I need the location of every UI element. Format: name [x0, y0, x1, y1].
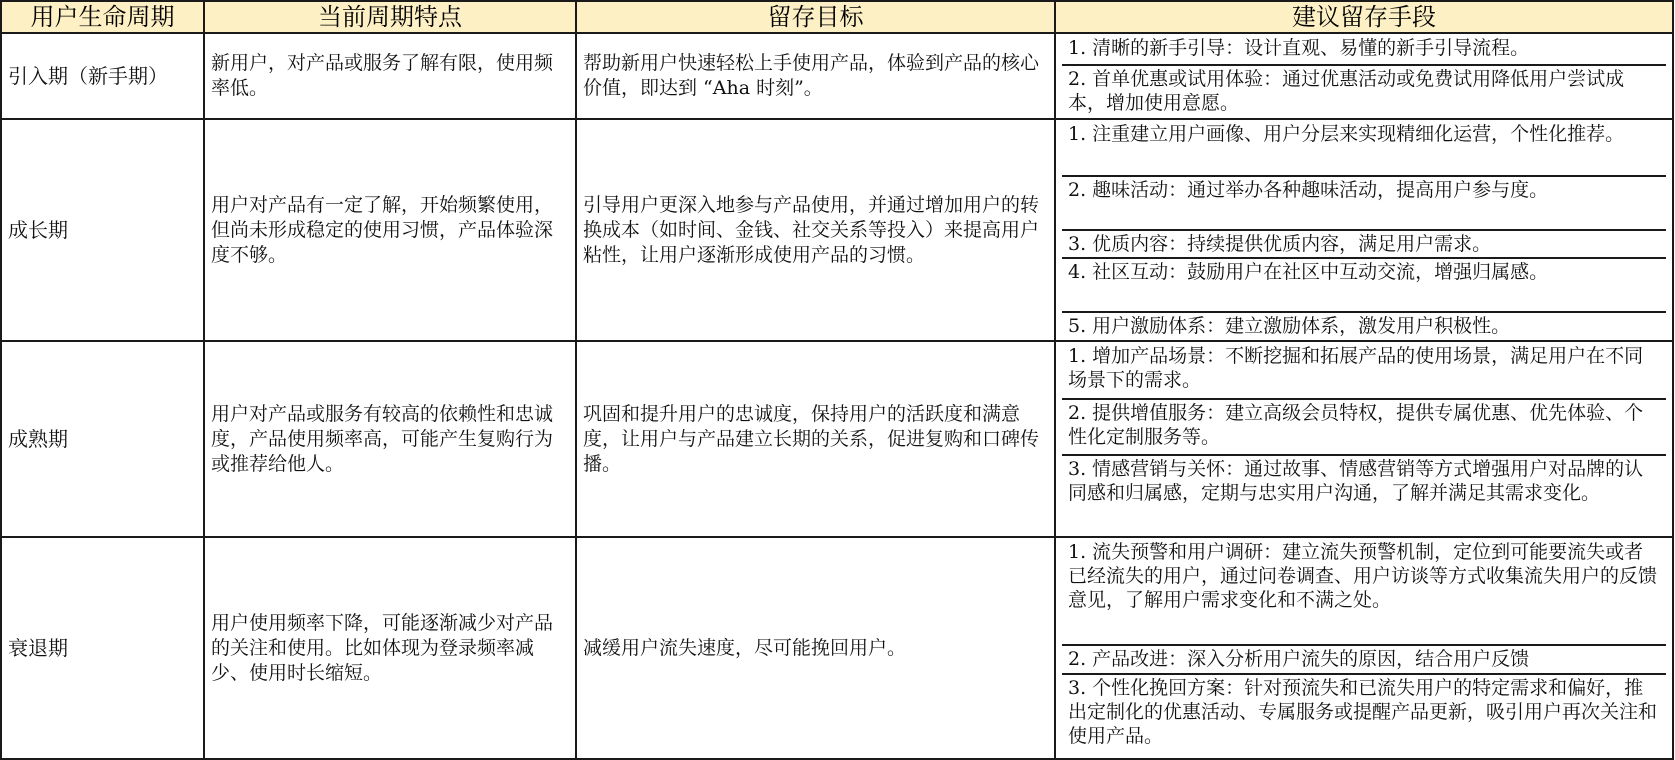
- tactic-item: 3. 个性化挽回方案：针对预流失和已流失用户的特定需求和偏好，推出定制化的优惠活动、专属服务或提醒产品更新，吸引用户再次关注和使用产品。: [1062, 673, 1666, 757]
- goal-cell: 减缓用户流失速度，尽可能挽回用户。: [576, 537, 1055, 759]
- tactic-item: 1. 注重建立用户画像、用户分层来实现精细化运营，个性化推荐。: [1068, 123, 1625, 145]
- stage-cell: 引入期（新手期）: [1, 33, 204, 119]
- tactics-list: [1062, 121, 1666, 339]
- tactics-list: [1062, 343, 1666, 535]
- tactic-item: 1. 清晰的新手引导：设计直观、易懂的新手引导流程。: [1068, 37, 1530, 59]
- tactic-item: 4. 社区互动：鼓励用户在社区中互动交流，增强归属感。: [1062, 257, 1666, 311]
- tactic-item: 1. 流失预警和用户调研：建立流失预警机制，定位到可能要流失或者已经流失的用户，通过问卷调查、用户访谈等方式收集流失用户的反馈意见，了解用户需求变化和不满之处。: [1068, 541, 1658, 611]
- header-tactics: 建议留存手段: [1055, 1, 1673, 33]
- tactics-cell: [1055, 341, 1673, 537]
- goal-cell: 帮助新用户快速轻松上手使用产品，体验到产品的核心价值，即达到 “Aha 时刻”。: [576, 33, 1055, 119]
- tactic-item: 2. 产品改进：深入分析用户流失的原因，结合用户反馈: [1062, 644, 1666, 673]
- table-row: [1, 341, 1673, 537]
- traits-cell: 新用户，对产品或服务了解有限，使用频率低。: [204, 33, 576, 119]
- tactic-item: 5. 用户激励体系：建立激励体系，激发用户积极性。: [1062, 311, 1666, 339]
- tactic-item: 1. 增加产品场景：不断挖掘和拓展产品的使用场景，满足用户在不同场景下的需求。: [1068, 345, 1644, 391]
- tactic-item: 2. 趣味活动：通过举办各种趣味活动，提高用户参与度。: [1062, 175, 1666, 229]
- header-row: [1, 1, 1673, 33]
- tactics-list: [1062, 539, 1666, 757]
- table-row: [1, 33, 1673, 119]
- tactic-item: 3. 优质内容：持续提供优质内容，满足用户需求。: [1062, 229, 1666, 257]
- tactics-cell: [1055, 537, 1673, 759]
- stage-cell: 成长期: [1, 119, 204, 341]
- tactics-cell: [1055, 33, 1673, 119]
- header-goal: 留存目标: [576, 1, 1055, 33]
- table-row: [1, 119, 1673, 341]
- traits-cell: 用户对产品或服务有较高的依赖性和忠诚度，产品使用频率高，可能产生复购行为或推荐给他人。: [204, 341, 576, 537]
- table-row: [1, 537, 1673, 759]
- header-stage: 用户生命周期: [1, 1, 204, 33]
- header-traits: 当前周期特点: [204, 1, 576, 33]
- traits-cell: 用户对产品有一定了解，开始频繁使用，但尚未形成稳定的使用习惯，产品体验深度不够。: [204, 119, 576, 341]
- traits-cell: 用户使用频率下降，可能逐渐减少对产品的关注和使用。比如体现为登录频率减少、使用时长缩短。: [204, 537, 576, 759]
- tactic-item: 2. 首单优惠或试用体验：通过优惠活动或免费试用降低用户尝试成本，增加使用意愿。: [1062, 64, 1666, 117]
- tactic-item: 2. 提供增值服务：建立高级会员特权，提供专属优惠、优先体验、个性化定制服务等。: [1062, 398, 1666, 454]
- tactics-list: [1062, 35, 1666, 117]
- goal-cell: 引导用户更深入地参与产品使用，并通过增加用户的转换成本（如时间、金钱、社交关系等投入）来提高用户粘性，让用户逐渐形成使用产品的习惯。: [576, 119, 1055, 341]
- stage-cell: 成熟期: [1, 341, 204, 537]
- stage-cell: 衰退期: [1, 537, 204, 759]
- tactics-cell: [1055, 119, 1673, 341]
- tactic-item: 3. 情感营销与关怀：通过故事、情感营销等方式增强用户对品牌的认同感和归属感，定期与忠实用户沟通，了解并满足其需求变化。: [1062, 454, 1666, 535]
- goal-cell: 巩固和提升用户的忠诚度，保持用户的活跃度和满意度，让用户与产品建立长期的关系，促进复购和口碑传播。: [576, 341, 1055, 537]
